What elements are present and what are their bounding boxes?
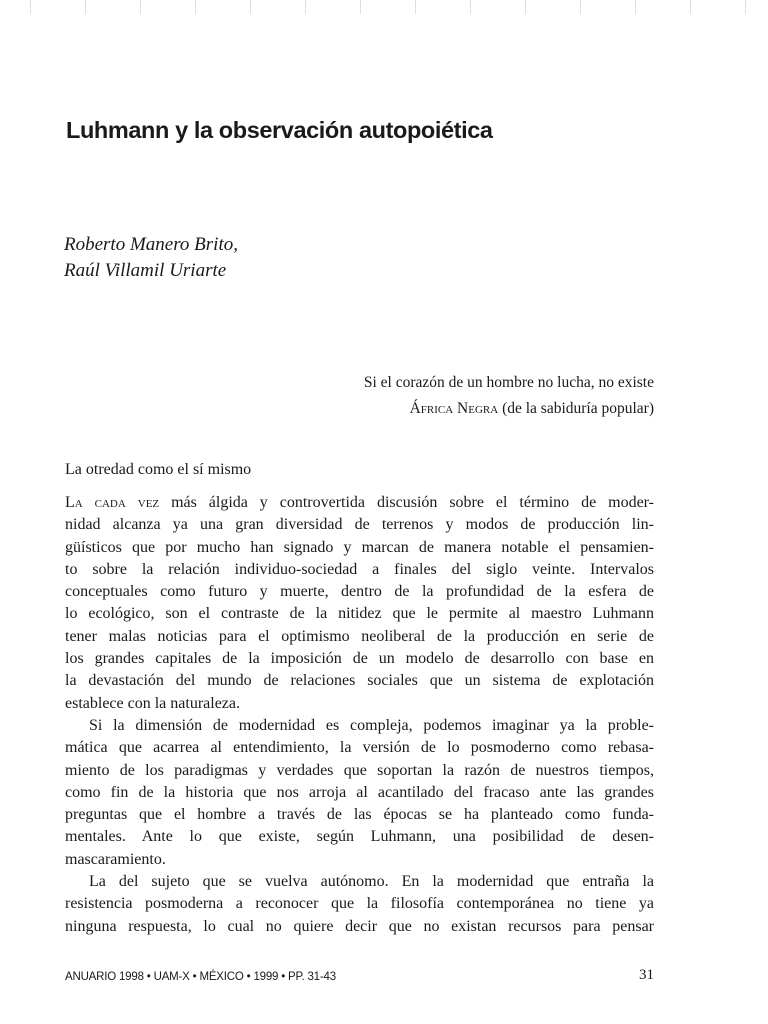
text-line: mentales. Ante lo que existe, según Luhmann, una posibilidad de desen- xyxy=(65,828,654,846)
article-title: Luhmann y la observación autopoiética xyxy=(66,117,493,143)
scan-artifact xyxy=(0,0,768,14)
epigraph-attribution xyxy=(364,396,654,422)
text-line: como fin de la historia que nos arroja al acantilado del fracaso ante las grandes xyxy=(65,783,654,801)
epigraph-source: África Negra xyxy=(409,400,499,417)
epigraph xyxy=(364,370,654,422)
text-line: güísticos que por mucho han signado y marcan de manera notable el pensamien- xyxy=(65,538,654,556)
text-line: to sobre la relación individuo-sociedad a finales del siglo veinte. Intervalos xyxy=(65,560,654,578)
section-heading: La otredad como el sí mismo xyxy=(65,461,252,478)
opening-words: La cada vez xyxy=(65,494,160,511)
author-block xyxy=(64,232,238,284)
text-line: la devastación del mundo de relaciones sociales que un sistema de explotación xyxy=(65,672,654,690)
page-footer xyxy=(65,969,654,984)
text-line: mática que acarrea al entendimiento, la versión de lo posmoderno como rebasa- xyxy=(65,739,654,757)
author-name: Roberto Manero Brito, xyxy=(64,234,238,255)
text-line: La del sujeto que se vuelva autónomo. En la modernidad que entraña la xyxy=(89,873,654,891)
text-line: tener malas noticias para el optimismo neoliberal de la producción en serie de xyxy=(65,627,654,645)
text-line: los grandes capitales de la imposición de un modelo de desarrollo con base en xyxy=(65,650,654,668)
text-line: mascaramiento. xyxy=(65,850,166,868)
text-line: preguntas que el hombre a través de las épocas se ha planteado como funda- xyxy=(65,806,654,824)
author-name: Raúl Villamil Uriarte xyxy=(64,260,227,281)
text-line: lo ecológico, son el contraste de la nitidez que le permite al maestro Luhmann xyxy=(65,605,654,623)
text-line: establece con la naturaleza. xyxy=(65,694,240,712)
text-line: nidad alcanza ya una gran diversidad de terrenos y modos de producción lin- xyxy=(65,516,654,534)
text-line: conceptuales como futuro y muerte, dentro de la profundidad de la esfera de xyxy=(65,583,654,601)
text-line: Si la dimensión de modernidad es compleja, podemos imaginar ya la proble- xyxy=(89,716,654,734)
page-number: 31 xyxy=(639,967,654,983)
epigraph-source-note: (de la sabiduría popular) xyxy=(498,400,654,417)
body-text xyxy=(65,492,654,938)
journal-citation: ANUARIO 1998 • UAM-X • MÉXICO • 1999 • PP. 31-43 xyxy=(65,971,336,983)
text-line: La cada vez más álgida y controvertida discusión sobre el término de moder- xyxy=(65,494,654,511)
text-line: ninguna respuesta, lo cual no quiere decir que no existan recursos para pensar xyxy=(65,917,654,935)
epigraph-quote: Si el corazón de un hombre no lucha, no existe xyxy=(363,374,654,391)
text-line: resistencia posmoderna a reconocer que la filosofía contemporánea no tiene ya xyxy=(65,895,654,913)
text-line: miento de los paradigmas y verdades que soportan la razón de nuestros tiempos, xyxy=(65,761,654,779)
